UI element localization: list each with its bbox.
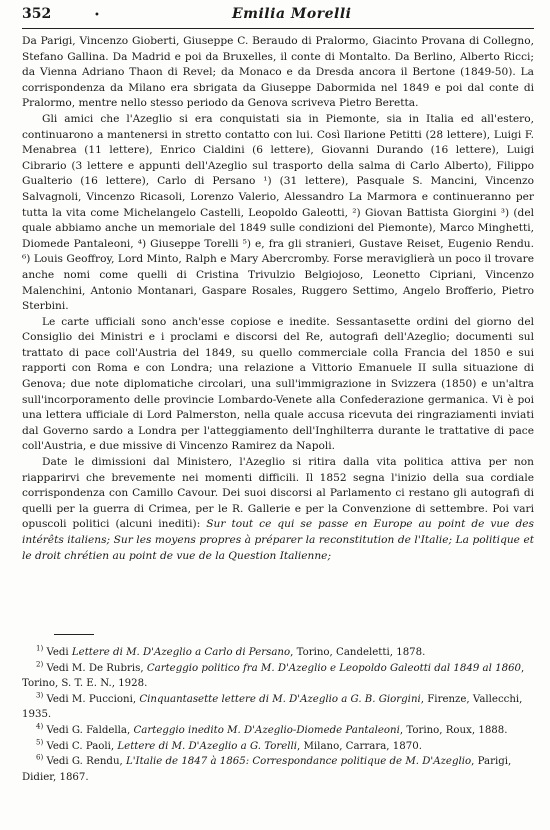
footnote-2: $^{2)}$ Vedi M. De Rubris, Carteggio politico fra M. D'Azeglio e Leopoldo Galeotti dal 1849 al 1860, Torino, S. T. E. N., 1928. bbox=[22, 660, 525, 690]
running-head bbox=[22, 6, 534, 29]
footnote-1: $^{1)}$ Vedi Lettere di M. D'Azeglio a Carlo di Persano, Torino, Candeletti, 1878. bbox=[36, 644, 426, 658]
footnote-marker: 1) bbox=[36, 644, 44, 653]
footnote-marker: 2) bbox=[36, 660, 44, 669]
paragraph-2: Gli amici che l'Azeglio si era conquistati sia in Piemonte, sia in Italia ed all'estero, continuarono a mantenersi in stretto contatto con lui. Così Ilarione Petitti (28 lettere), Luigi F. Menabrea (11 lettere), Enrico Cialdini (6 lettere), Giovanni Durando (16 lettere), Luigi Cibrario (3 lettere e appunti dell'Azeglio sul trasporto della salma di Carlo Alberto), Filippo Gualterio (16 lettere), Carlo di Persano ¹) (31 lettere), Pasquale S. Mancini, Vincenzo Salvagnoli, Vincenzo Ricasoli, Lorenzo Valerio, Alessandro La Marmora e continueranno per tutta la vita come Michelangelo Castelli, Leopoldo Galeotti, ²) Giovan Battista Giorgini ³) (del quale abbiamo anche un memoriale del 1849 sulle condizioni del Piemonte), Marco Minghetti, Diomede Pantaleoni, ⁴) Giuseppe Torelli ⁵) e, fra gli stranieri, Gustave Reiset, Eugenio Rendu. ⁶) Louis Geoffroy, Lord Minto, Ralph e Mary Abercromby. Forse meraviglierà un poco il trovare anche nomi come quelli di Cristina Trivulzio Belgiojoso, Leonetto Cipriani, Vincenzo Malenchini, Antonio Montanari, Gaspare Rosales, Ruggero Settimo, Angelo Brofferio, Pietro Sterbini. bbox=[22, 112, 534, 313]
footnote-marker: 4) bbox=[36, 722, 44, 731]
page-number: 352 bbox=[22, 6, 52, 22]
footnote-marker: 5) bbox=[36, 738, 44, 747]
paragraph-4-italic-titles: Sur tout ce qui se passe en Europe au point de vue des intérêts italiens; Sur les moyens propres à préparer la reconstitution de l'Italie; La politique et le droit chrétien au point de vue de la Question Italienne; bbox=[22, 518, 534, 562]
footnote-marker: 3) bbox=[36, 691, 44, 700]
paragraph-1: Da Parigi, Vincenzo Gioberti, Giuseppe C. Beraudo di Pralormo, Giacinto Provana di Collegno, Stefano Gallina. Da Madrid e poi da Bruxelles, il conte di Montalto. Da Berlino, Alberto Ricci; da Vienna Adriano Thaon di Revel; da Monaco e da Dresda ancora il Bertone (1849-50). La corrispondenza da Milano era sbrigata da Giuseppe Dabormida nel 1849 e poi dal conte di Pralormo, mentre nello stesso periodo da Genova scriveva Pietro Beretta. bbox=[22, 35, 534, 110]
footnote-5: $^{5)}$ Vedi C. Paoli, Lettere di M. D'Azeglio a G. Torelli, Milano, Carrara, 1870. bbox=[36, 738, 422, 752]
footnote-marker: 6) bbox=[36, 753, 44, 762]
footnote-6: $^{6)}$ Vedi G. Rendu, L'Italie de 1847 à 1865: Correspondance politique de M. D'Azeglio, Parigi, Didier, 1867. bbox=[22, 753, 512, 783]
paragraph-4-text: Date le dimissioni dal Ministero, l'Azeglio si ritira dalla vita politica attiva per non riapparirvi che brevemente nei momenti difficili. Il 1852 segna l'inizio della sua cordiale corrispondenza con Camillo Cavour. Dei suoi discorsi al Parlamento ci restano gli autografi di quelli per la guerra di Crimea, per le R. Gallerie e per la Convenzione di settembre. Poi vari opuscoli politici (alcuni inediti): bbox=[22, 456, 534, 531]
footnote-3: $^{3)}$ Vedi M. Puccioni, Cinquantasette lettere di M. D'Azeglio a G. B. Giorgini, Firenze, Vallecchi, 1935. bbox=[22, 691, 523, 721]
footnotes bbox=[22, 634, 534, 785]
body-text bbox=[22, 34, 534, 564]
footnote-4: $^{4)}$ Vedi G. Faldella, Carteggio inedito M. D'Azeglio-Diomede Pantaleoni, Torino, Roux, 1888. bbox=[36, 722, 508, 736]
paragraph-4 bbox=[22, 455, 534, 564]
header-ornament: • bbox=[94, 10, 100, 21]
running-title: Emilia Morelli bbox=[232, 6, 352, 22]
paragraph-3: Le carte ufficiali sono anch'esse copiose e inedite. Sessantasette ordini del giorno del Consiglio dei Ministri e i proclami e discorsi del Re, autografi dell'Azeglio; documenti sul trattato di pace coll'Austria del 1849, su quello commerciale colla Francia del 1850 e sui rapporti con Roma e con Londra; una relazione a Vittorio Emanuele II sulla situazione di Genova; due note diplomatiche circolari, una sull'immigrazione in Svizzera (1850) e un'altra sull'incorporamento delle provincie Lombardo-Venete alla Confederazione germanica. Vi è poi una lettera ufficiale di Lord Palmerston, nella quale accusa ricevuta dei ringraziamenti inviati dal Governo sardo a Londra per l'atteggiamento dell'Inghilterra durante le trattative di pace coll'Austria, e due missive di Vincenzo Ramirez da Napoli. bbox=[22, 315, 534, 453]
footnote-rule bbox=[54, 634, 94, 635]
